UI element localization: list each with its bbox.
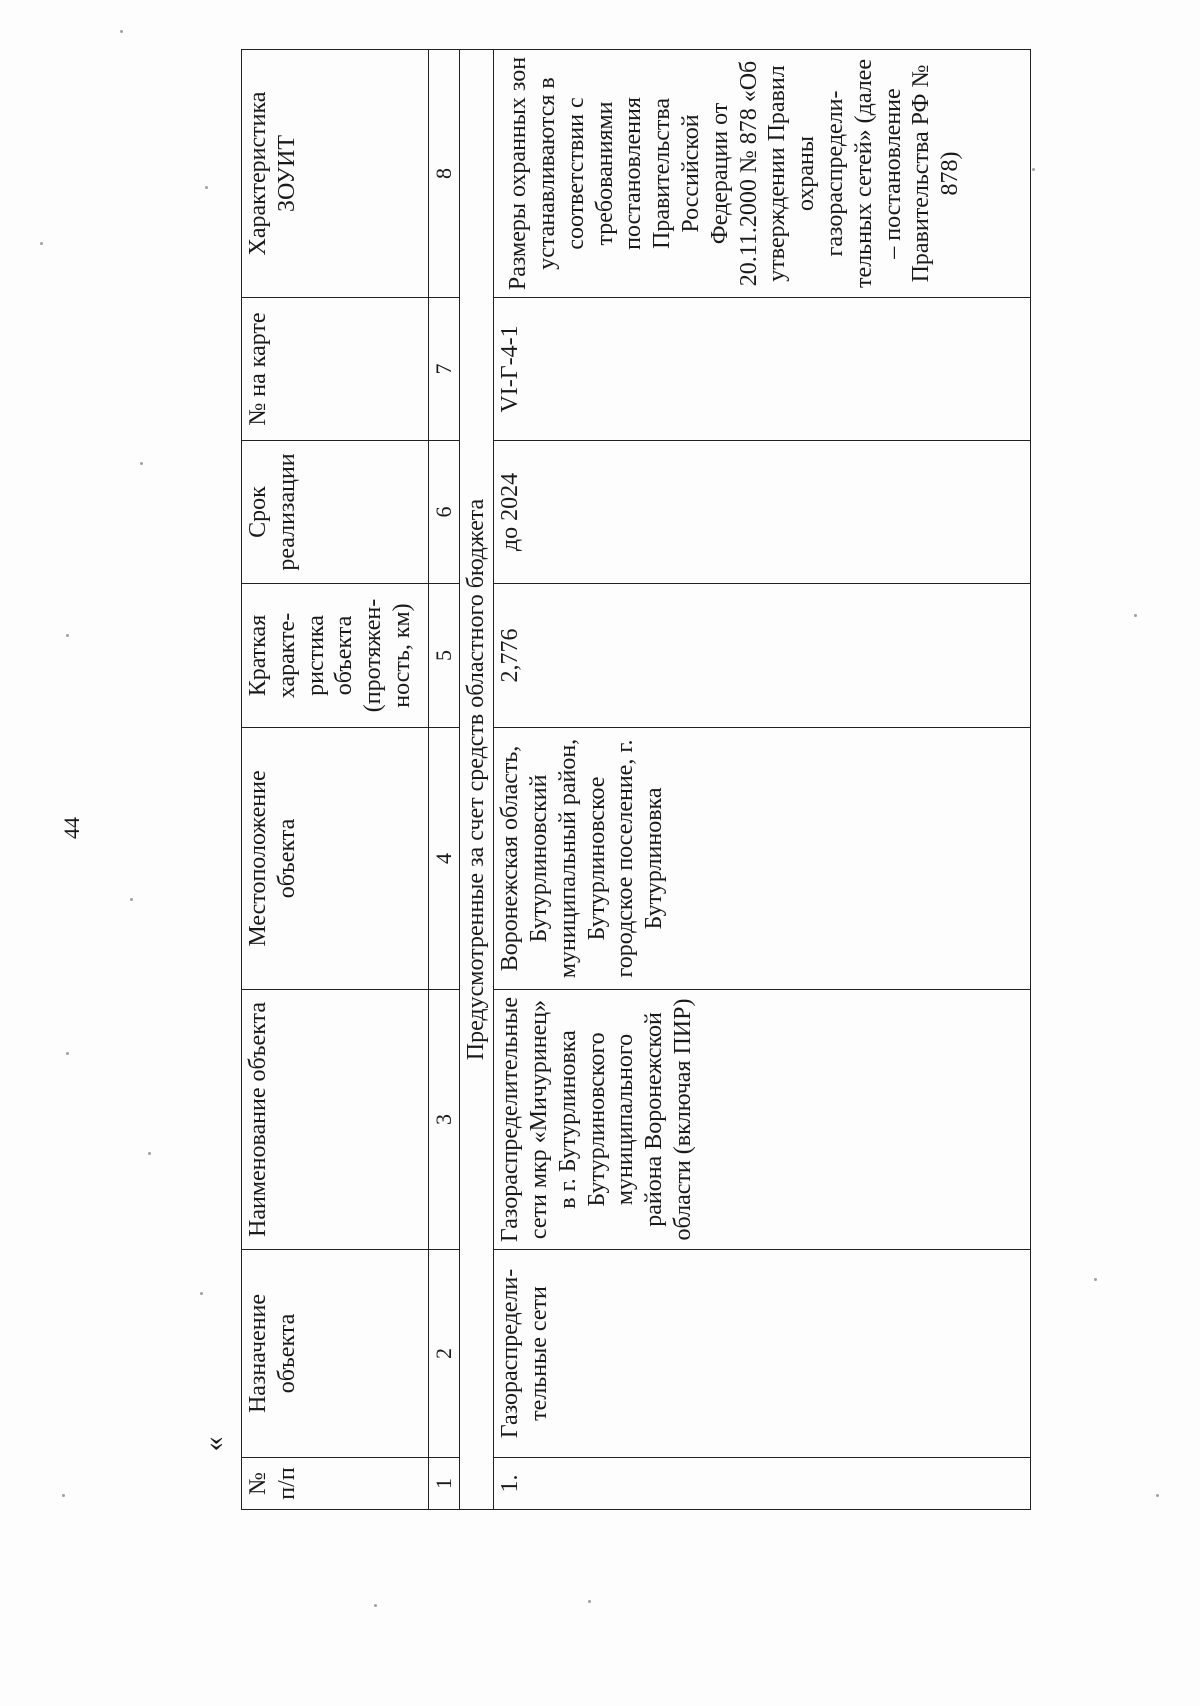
scan-speck: [200, 1292, 203, 1295]
column-number-row: [429, 50, 460, 1510]
scan-speck: [1032, 168, 1035, 171]
scan-speck: [1156, 1494, 1159, 1497]
section-row: [460, 50, 494, 1510]
scan-speck: [588, 1600, 591, 1603]
header-zouit: Характеристика ЗОУИТ: [242, 50, 429, 298]
scan-speck: [140, 462, 143, 465]
cell-purpose: Газораспредели-тельные сети: [494, 1250, 1031, 1458]
column-number: 7: [429, 298, 460, 441]
column-number: 6: [429, 441, 460, 584]
scan-speck: [1094, 1278, 1097, 1281]
rotated-table-container: [241, 50, 1031, 1510]
cell-location: Воронежская область, Бутурлиновский муниципальный район, Бутурлиновское городское поселение, г. Бутурлиновка: [494, 728, 1031, 990]
cell-num: 1.: [494, 1458, 1031, 1510]
scan-speck: [66, 634, 69, 637]
column-number: 3: [429, 990, 460, 1250]
cell-deadline: до 2024: [494, 441, 1031, 584]
column-number: 2: [429, 1250, 460, 1458]
table-row: [494, 50, 1031, 1510]
objects-table: [241, 49, 1031, 1510]
header-purpose: Назначение объекта: [242, 1250, 429, 1458]
scan-speck: [62, 1494, 65, 1497]
cell-zouit: Размеры охранных зон устанавливаются в соответствии с требованиями постановления Правительства Российской Федерации от 20.11.2000 № 878 «Об утверждении Правил охраны газораспредели-тельных сетей» (далее – постановление Правительства РФ № 878): [494, 50, 1031, 298]
scan-speck: [130, 898, 133, 901]
scan-speck: [148, 1152, 151, 1155]
header-row: [242, 50, 429, 1510]
scan-speck: [120, 30, 123, 33]
column-number: 5: [429, 584, 460, 728]
section-title: Предусмотренные за счет средств областного бюджета: [460, 50, 494, 1510]
scan-speck: [205, 186, 208, 189]
opening-quote-mark: «: [197, 1436, 230, 1452]
header-deadline: Срок реализации: [242, 441, 429, 584]
header-location: Местоположение объекта: [242, 728, 429, 990]
header-num: № п/п: [242, 1458, 429, 1510]
cell-length: 2,776: [494, 584, 1031, 728]
header-name: Наименование объекта: [242, 990, 429, 1250]
scan-speck: [1134, 614, 1137, 617]
cell-map-no: VI-Г-4-1: [494, 298, 1031, 441]
column-number: 1: [429, 1458, 460, 1510]
scan-speck: [374, 1604, 377, 1607]
column-number: 4: [429, 728, 460, 990]
scan-speck: [40, 242, 43, 245]
cell-name: Газораспределительные сети мкр «Мичуринец» в г. Бутурлиновка Бутурлиновского муниципального района Воронежской области (включая ПИР): [494, 990, 1031, 1250]
header-map-no: № на карте: [242, 298, 429, 441]
scan-speck: [66, 1052, 69, 1055]
column-number: 8: [429, 50, 460, 298]
page-number: 44: [59, 817, 84, 839]
header-length: Краткая характе-ристика объекта (протяжен-ность, км): [242, 584, 429, 728]
